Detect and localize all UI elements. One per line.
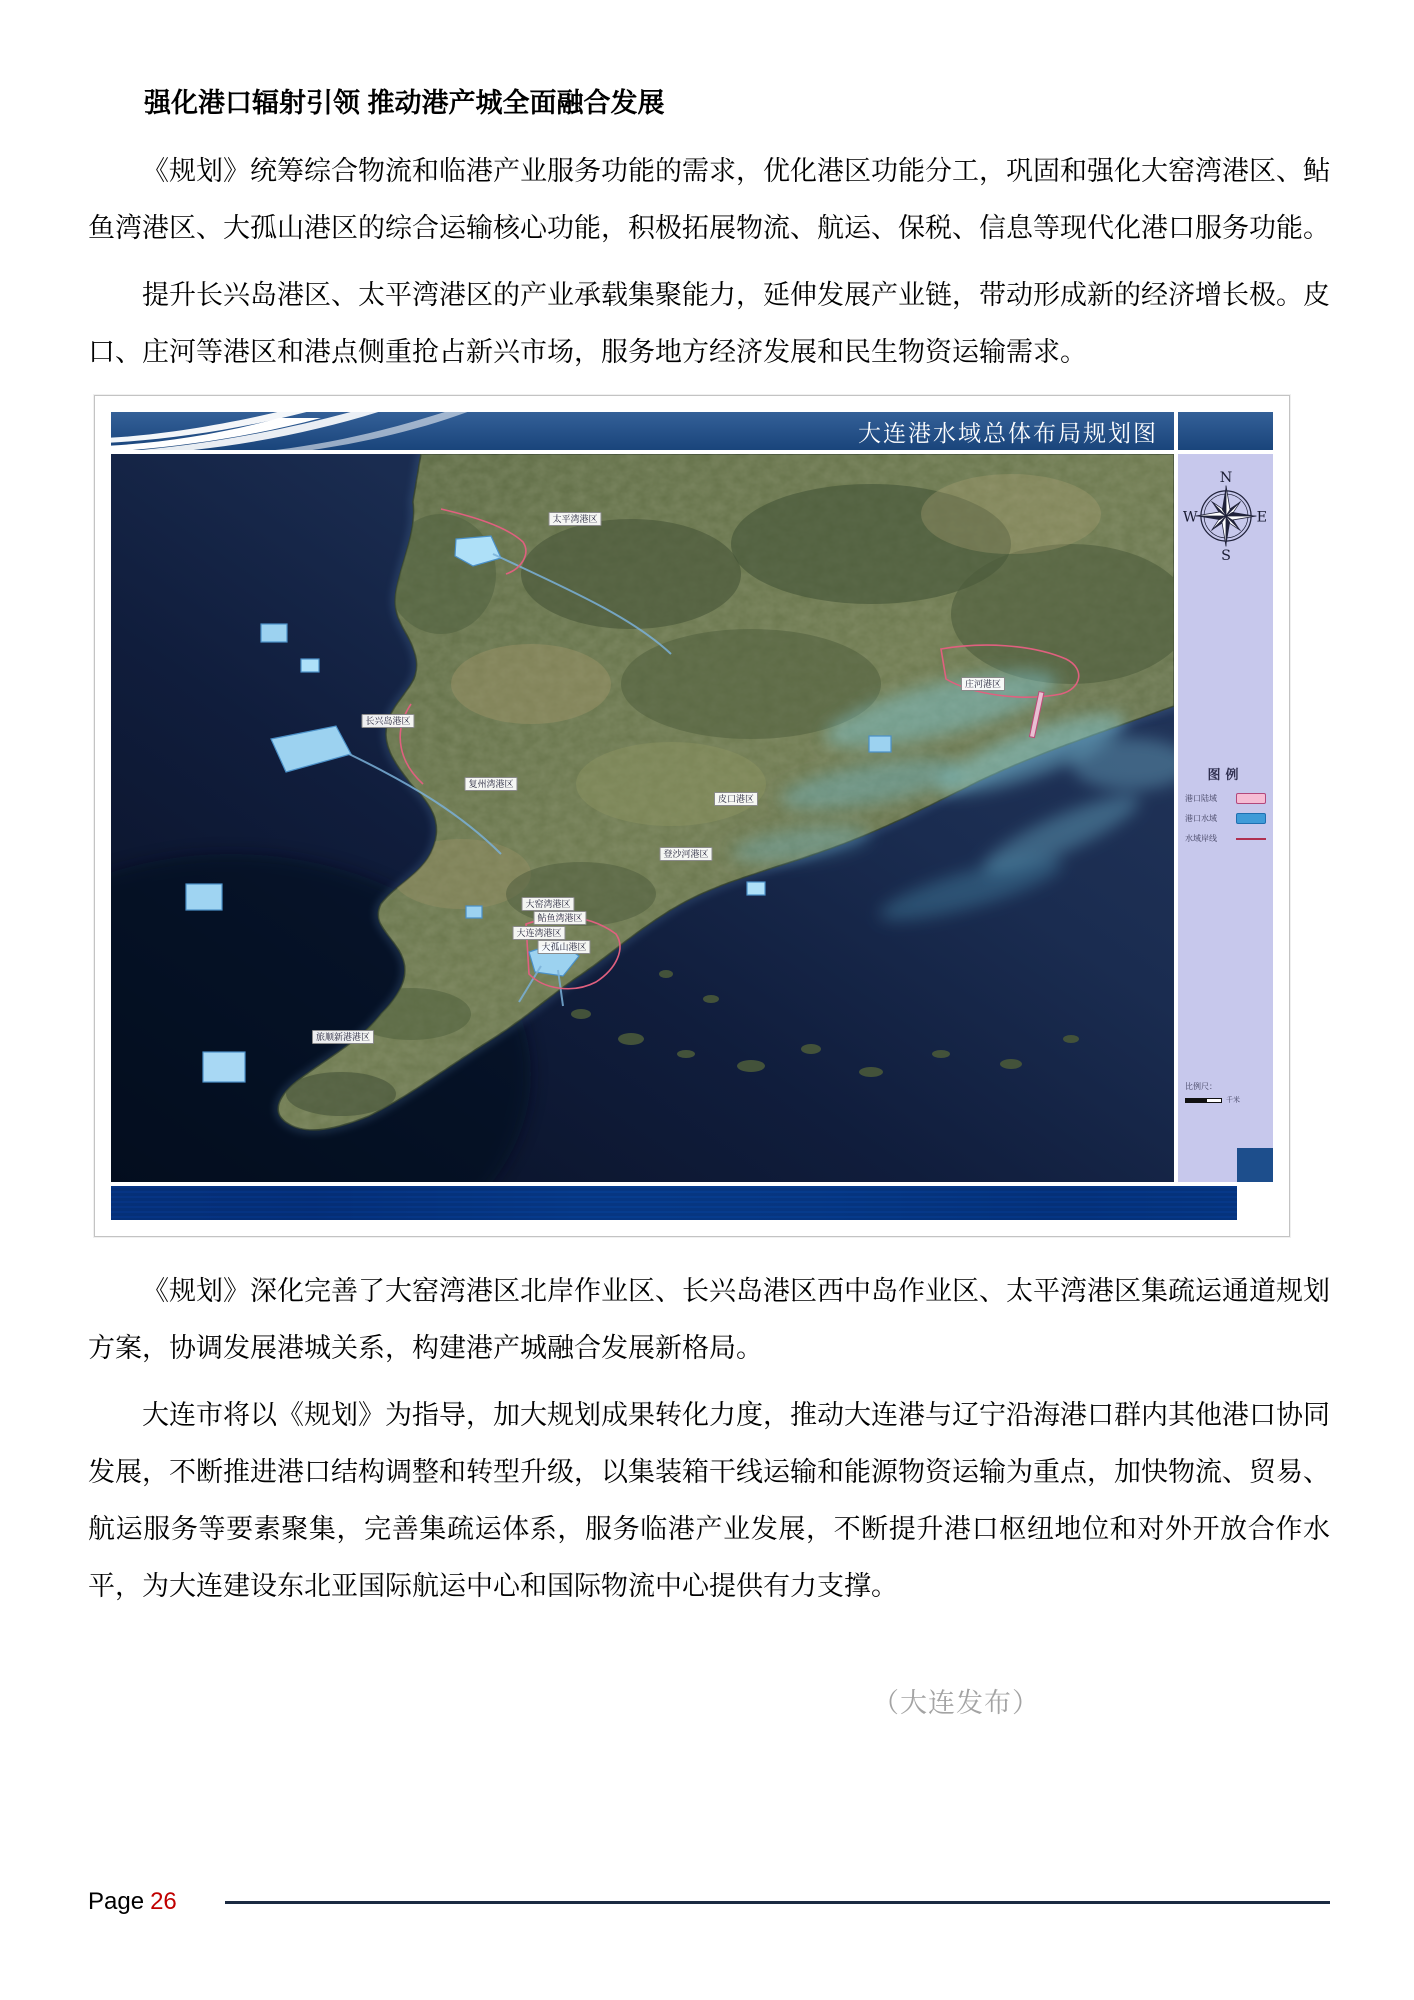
port-area-label: 大连湾港区	[512, 926, 565, 940]
paragraph-1: 《规划》统筹综合物流和临港产业服务功能的需求，优化港区功能分工，巩固和强化大窑湾港区、鲇鱼湾港区、大孤山港区的综合运输核心功能，积极拓展物流、航运、保税、信息等现代化港口服务功能。	[88, 156, 1330, 243]
port-area-label: 皮口港区	[714, 792, 758, 806]
port-area-label: 长兴岛港区	[361, 714, 414, 728]
map-bottom-strip	[111, 1186, 1273, 1220]
satellite-map-graphic	[111, 454, 1174, 1182]
port-area-label: 鲇鱼湾港区	[533, 911, 586, 925]
port-area-label: 大窑湾港区	[521, 897, 574, 911]
page-title: 强化港口辐射引领 推动港产城全面融合发展	[144, 88, 665, 118]
map-header-band	[111, 412, 1174, 450]
scale-label: 比例尺：	[1185, 1082, 1217, 1091]
map-header	[111, 412, 1273, 450]
compass-rose-icon	[1183, 468, 1269, 564]
bottom-white-square	[1237, 1186, 1273, 1220]
map-legend	[1178, 764, 1273, 853]
footer-page-number: 26	[150, 1888, 177, 1915]
page-footer	[88, 1888, 1330, 1918]
port-area-label: 庄河港区	[961, 677, 1005, 691]
port-area-label: 旅顺新港港区	[312, 1030, 374, 1044]
legend-item-label: 港口陆域	[1185, 794, 1217, 803]
legend-item-label: 水域岸线	[1185, 834, 1217, 843]
satellite-map	[111, 454, 1174, 1182]
source-attribution: （大连发布）	[872, 1688, 1040, 1718]
scale-bar-empty	[1207, 1098, 1222, 1103]
port-area-label: 复州湾港区	[464, 777, 517, 791]
legend-title: 图例	[1207, 767, 1244, 782]
footer-divider-line	[225, 1901, 1330, 1904]
legend-swatch-blue	[1236, 813, 1266, 824]
port-area-label: 登沙河港区	[659, 847, 712, 861]
footer-page-label: Page	[88, 1888, 145, 1915]
map-body	[111, 454, 1273, 1182]
scale-bar-filled	[1185, 1098, 1207, 1103]
paragraph-2: 提升长兴岛港区、太平湾港区的产业承载集聚能力，延伸发展产业链，带动形成新的经济增长极。皮口、庄河等港区和港点侧重抢占新兴市场，服务地方经济发展和民生物资运输需求。	[88, 280, 1330, 367]
compass-w-label: W	[1182, 509, 1198, 526]
compass-e-label: E	[1256, 509, 1267, 526]
compass-n-label: N	[1219, 469, 1232, 486]
map-title: 大连港水域总体布局规划图	[858, 419, 1158, 446]
scale-unit: 千米	[1226, 1097, 1240, 1104]
map-header-corner	[1178, 412, 1273, 450]
sea-strip	[111, 1186, 1237, 1220]
swoosh-graphic	[111, 412, 541, 450]
paragraph-4: 大连市将以《规划》为指导，加大规划成果转化力度，推动大连港与辽宁沿海港口群内其他港口协同发展，不断推进港口结构调整和转型升级，以集装箱干线运输和能源物资运输为重点，加快物流、贸易、航运服务等要素聚集，完善集疏运体系，服务临港产业发展，不断提升港口枢纽地位和对外开放合作水平，为大连建设东北亚国际航运中心和国际物流中心提供有力支撑。	[88, 1400, 1330, 1601]
map-scale	[1178, 1081, 1273, 1105]
sidebar-corner-square	[1237, 1148, 1273, 1182]
legend-swatch-line	[1236, 838, 1266, 840]
planning-map-figure	[94, 395, 1290, 1237]
map-sidebar	[1178, 454, 1273, 1182]
port-area-label: 大孤山港区	[537, 940, 590, 954]
compass-s-label: S	[1220, 547, 1231, 564]
legend-item	[1185, 813, 1266, 824]
legend-item-label: 港口水域	[1185, 814, 1217, 823]
port-area-label: 太平湾港区	[548, 512, 601, 526]
legend-item	[1185, 793, 1266, 804]
legend-item	[1185, 833, 1266, 844]
legend-swatch-pink	[1236, 793, 1266, 804]
paragraph-3: 《规划》深化完善了大窑湾港区北岸作业区、长兴岛港区西中岛作业区、太平湾港区集疏运通道规划方案，协调发展港城关系，构建港产城融合发展新格局。	[88, 1276, 1330, 1363]
